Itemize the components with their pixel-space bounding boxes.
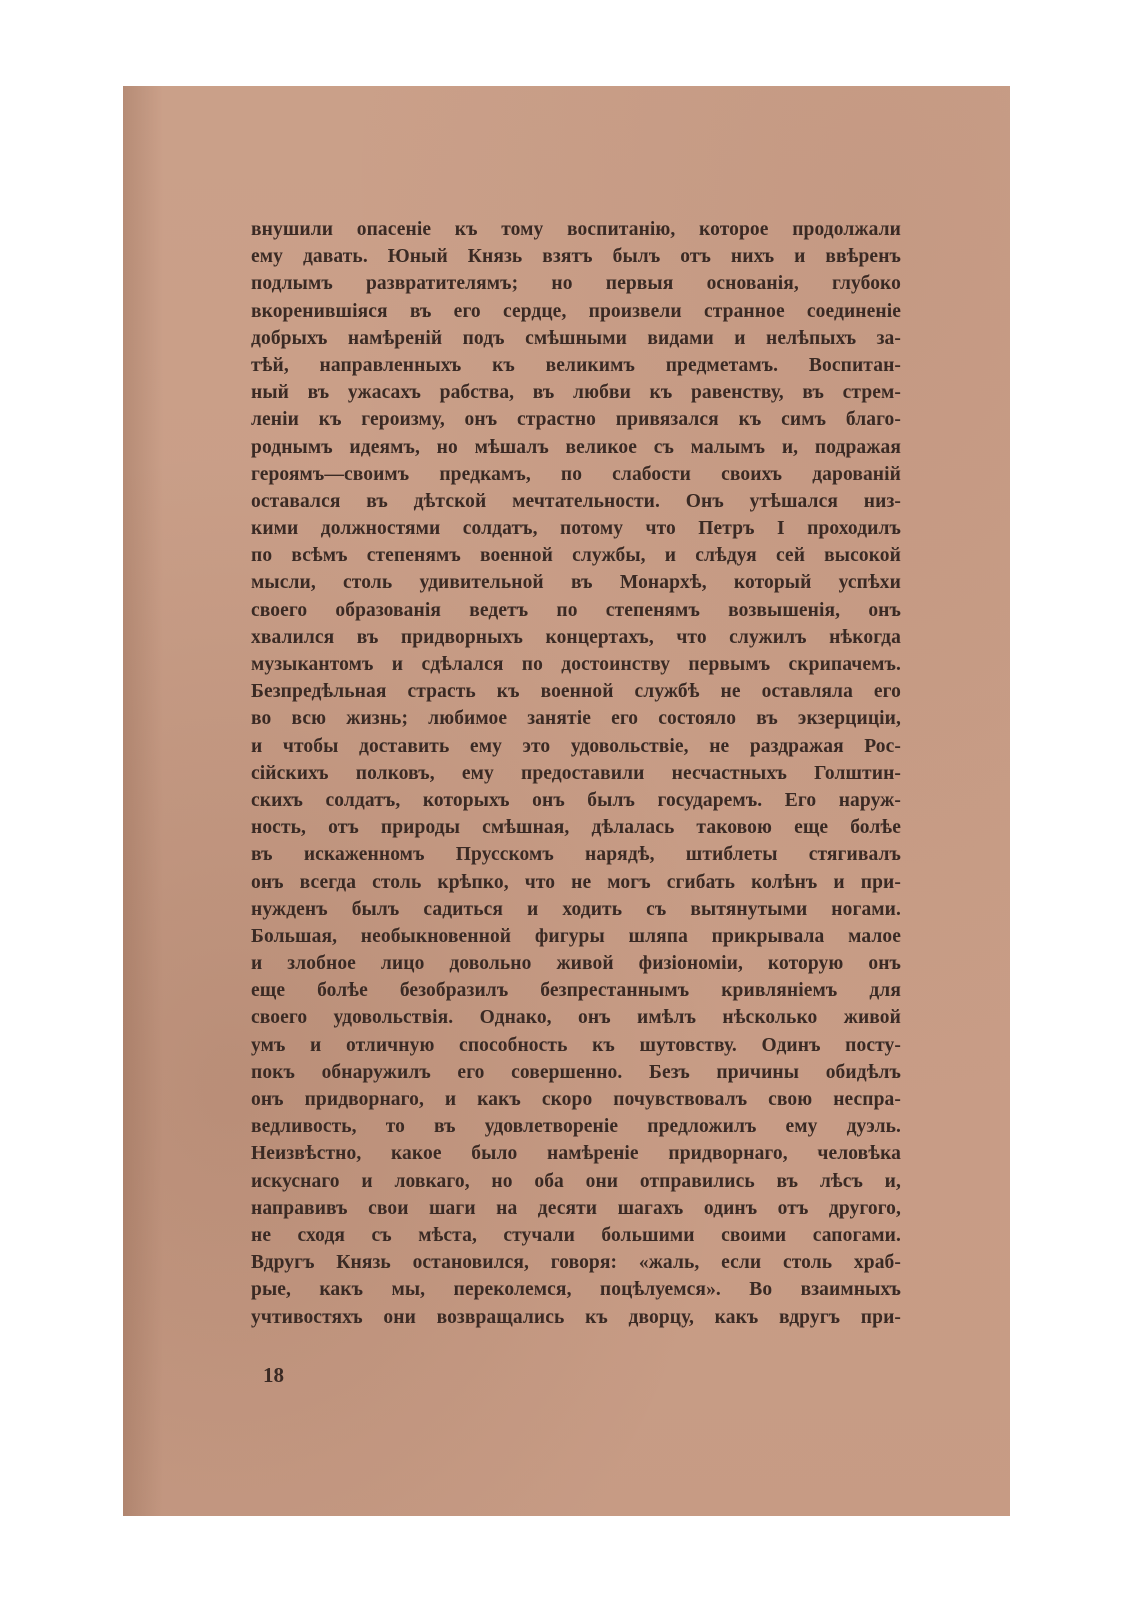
text-line: кими должностями солдатъ, потому что Петръ I проходилъ [251,518,901,540]
text-line: еще болѣе безобразилъ безпрестаннымъ кривлянiемъ для [251,980,901,1002]
text-line: учтивостяхъ они возвращались къ дворцу, какъ вдругъ при- [251,1306,901,1328]
text-line: нужденъ былъ садиться и ходить съ вытянутыми ногами. [251,898,901,920]
text-line: и чтобы доставить ему это удовольствiе, не раздражая Рос- [251,735,901,757]
page-number: 18 [263,1363,284,1387]
text-line: ный въ ужасахъ рабства, въ любви къ равенству, въ стрем- [251,382,901,404]
text-line: ность, отъ природы смѣшная, дѣлалась таковою еще болѣе [251,817,901,839]
text-line: мысли, столь удивительной въ Монархѣ, который успѣхи [251,572,901,594]
text-line: направивъ свои шаги на десяти шагахъ одинъ отъ другого, [251,1197,901,1219]
text-line: онъ всегда столь крѣпко, что не могъ сгибать колѣнъ и при- [251,871,901,893]
text-line: хвалился въ придворныхъ концертахъ, что служилъ нѣкогда [251,626,901,648]
text-line: подлымъ развратителямъ; но первыя основанiя, глубоко [251,273,901,295]
text-line: оставался въ дѣтской мечтательности. Онъ утѣшался низ- [251,490,901,512]
text-line: ленiи къ героизму, онъ страстно привязался къ симъ благо- [251,409,901,431]
text-line: рые, какъ мы, переколемся, поцѣлуемся». Во взаимныхъ [251,1279,901,1301]
text-line: своего образованiя ведетъ по степенямъ возвышенiя, онъ [251,599,901,621]
text-line: по всѣмъ степенямъ военной службы, и слѣдуя сей высокой [251,545,901,567]
text-line: тѣй, направленныхъ къ великимъ предметамъ. Воспитан- [251,354,901,376]
text-line: вкоренившiяся въ его сердце, произвели странное соединенiе [251,300,901,322]
text-line: въ искаженномъ Прусскомъ нарядѣ, штиблеты стягивалъ [251,844,901,866]
scanned-page [123,86,1010,1516]
text-line: своего удовольствiя. Однако, онъ имѣлъ нѣсколько живой [251,1007,901,1029]
text-line: героямъ—своимъ предкамъ, по слабости своихъ дарованiй [251,463,901,485]
text-line: Безпредѣльная страсть къ военной службѣ не оставляла его [251,681,901,703]
text-line: сiйскихъ полковъ, ему предоставили несчастныхъ Голштин- [251,762,901,784]
text-line: добрыхъ намѣренiй подъ смѣшными видами и нелѣпыхъ за- [251,327,901,349]
text-line: и злобное лицо довольно живой физiономiи, которую онъ [251,953,901,975]
text-line: Вдругъ Князь остановился, говоря: «жаль, если столь храб- [251,1252,901,1274]
text-line: внушили опасенiе къ тому воспитанiю, которое продолжали [251,219,901,240]
body-text [251,216,901,1331]
text-line: ему давать. Юный Князь взятъ былъ отъ нихъ и ввѣренъ [251,246,901,268]
text-line: Большая, необыкновенной фигуры шляпа прикрывала малое [251,925,901,947]
text-line: не сходя съ мѣста, стучали большими своими сапогами. [251,1224,901,1246]
text-line: Неизвѣстно, какое было намѣренiе придворнаго, человѣка [251,1143,901,1165]
text-line: во всю жизнь; любимое занятiе его состояло въ экзерцицiи, [251,708,901,730]
text-line: онъ придворнаго, и какъ скоро почувствовалъ свою неспра- [251,1089,901,1110]
text-line: ведливость, то въ удовлетворенiе предложилъ ему дуэль. [251,1116,901,1138]
text-line: скихъ солдатъ, которыхъ онъ былъ государемъ. Его наруж- [251,789,901,811]
text-line: роднымъ идеямъ, но мѣшалъ великое съ малымъ и, подражая [251,436,901,458]
text-line: умъ и отличную способность къ шутовству. Одинъ посту- [251,1034,901,1056]
text-line: музыкантомъ и сдѣлался по достоинству первымъ скрипачемъ. [251,654,901,675]
text-line: покъ обнаружилъ его совершенно. Безъ причины обидѣлъ [251,1061,901,1083]
text-line: искуснаго и ловкаго, но оба они отправились въ лѣсъ и, [251,1170,901,1192]
